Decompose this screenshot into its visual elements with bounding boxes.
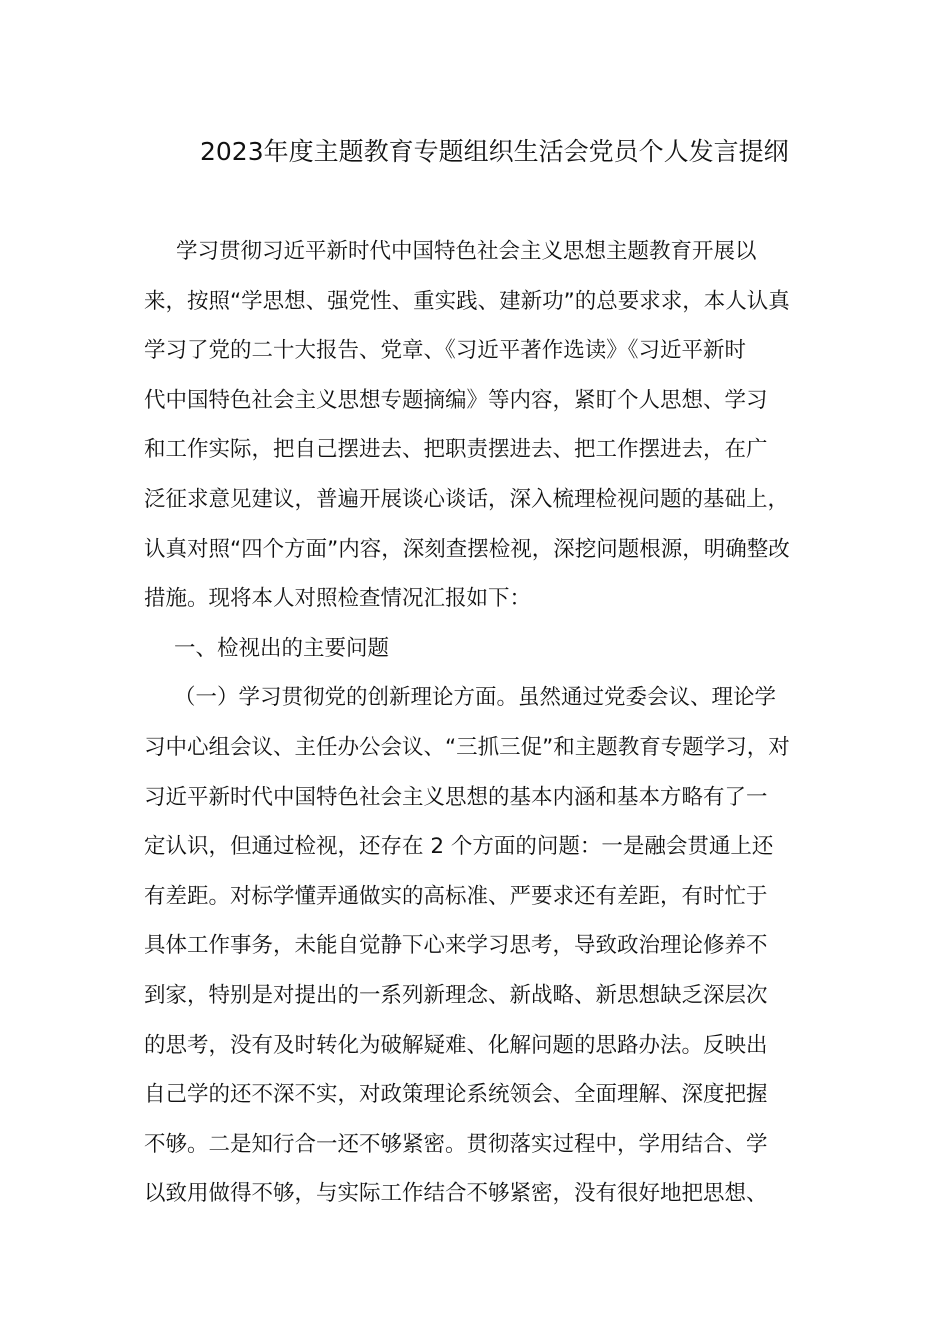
paragraph-line: 措施。现将本人对照检查情况汇报如下： — [144, 586, 532, 612]
document-body — [144, 227, 808, 1219]
paragraph-line: 泛征求意见建议，普遍开展谈心谈话，深入梳理检视问题的基础上， — [144, 486, 790, 512]
paragraph-line: 和工作实际，把自己摆进去、把职责摆进去、把工作摆进去，在广 — [144, 437, 768, 463]
paragraph-line: 习中心组会议、主任办公会议、“三抓三促”和主题教育专题学习，对 — [144, 734, 790, 760]
paragraph-line: 习近平新时代中国特色社会主义思想的基本内涵和基本方略有了一 — [144, 784, 768, 810]
document-title: 2023年度主题教育专题组织生活会党员个人发言提纲 — [200, 137, 789, 166]
paragraph-line: 不够。二是知行合一还不够紧密。贯彻落实过程中，学用结合、学 — [144, 1131, 768, 1157]
paragraph-line: 以致用做得不够，与实际工作结合不够紧密，没有很好地把思想、 — [144, 1181, 768, 1207]
paragraph-line: 认真对照“四个方面”内容，深刻查摆检视，深挖问题根源，明确整改 — [144, 536, 790, 562]
section-heading: 一、检视出的主要问题 — [174, 635, 390, 661]
paragraph-line: 自己学的还不深不实，对政策理论系统领会、全面理解、深度把握 — [144, 1082, 768, 1108]
paragraph-line: 有差距。对标学懂弄通做实的高标准、严要求还有差距，有时忙于 — [144, 883, 768, 909]
paragraph-line: 代中国特色社会主义思想专题摘编》等内容，紧盯个人思想、学习 — [144, 387, 768, 413]
paragraph-line: （一）学习贯彻党的创新理论方面。虽然通过党委会议、理论学 — [174, 685, 777, 711]
paragraph-line: 到家，特别是对提出的一系列新理念、新战略、新思想缺乏深层次 — [144, 982, 768, 1008]
paragraph-line: 具体工作事务，未能自觉静下心来学习思考，导致政治理论修养不 — [144, 933, 768, 959]
paragraph-line: 学习贯彻习近平新时代中国特色社会主义思想主题教育开展以 — [176, 239, 757, 264]
paragraph-line: 来，按照“学思想、强党性、重实践、建新功”的总要求求，本人认真 — [144, 288, 790, 314]
paragraph-line: 的思考，没有及时转化为破解疑难、化解问题的思路办法。反映出 — [144, 1032, 768, 1058]
paragraph-line: 定认识，但通过检视，还存在 2 个方面的问题：一是融会贯通上还 — [144, 834, 774, 860]
paragraph-line: 学习了党的二十大报告、党章、《习近平著作选读》《习近平新时 — [144, 338, 747, 364]
